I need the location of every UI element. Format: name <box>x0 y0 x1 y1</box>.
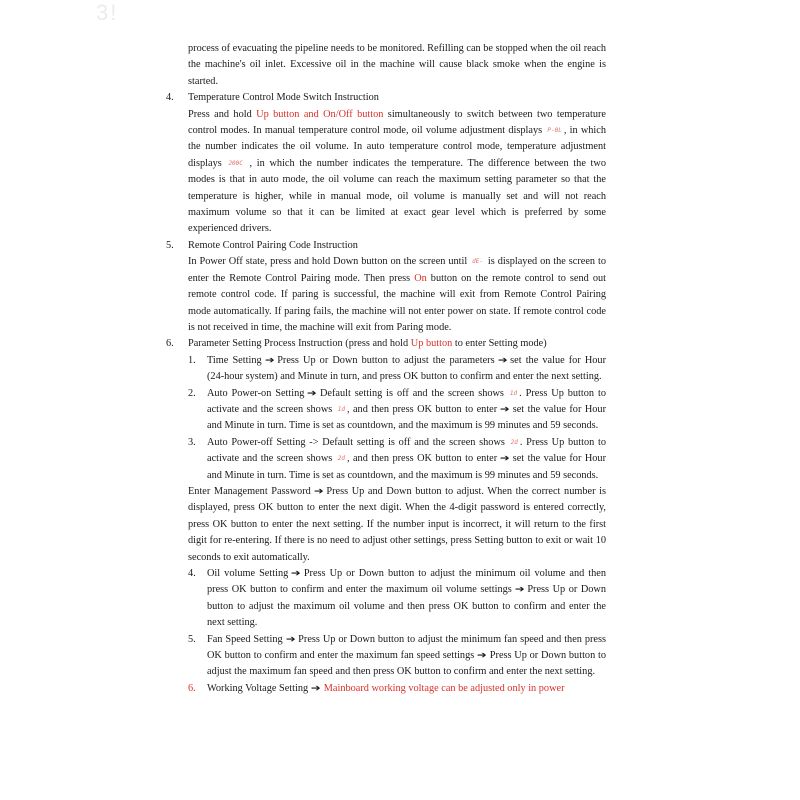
arrow-right-icon: ➔ <box>285 634 296 645</box>
arrow-right-icon: ➔ <box>500 404 510 415</box>
lcd-oil-display-icon: P-0L <box>547 127 562 135</box>
section-title: Temperature Control Mode Switch Instruction <box>188 92 379 104</box>
lcd-display-icon: 1d <box>337 405 345 413</box>
section-number: 6. <box>166 338 174 350</box>
lcd-display-icon: 1d <box>509 389 518 397</box>
section-number: 5. <box>166 239 174 251</box>
arrow-right-icon: ➔ <box>514 585 525 596</box>
highlight-text: Up button <box>410 338 453 350</box>
arrow-right-icon: ➔ <box>307 388 318 399</box>
section-body: Press and hold Up button and On/Off button simultaneously to switch between two temperature control modes. In manual temperature control mode, oil volume adjustment displays P-0L , in which the number indicates the oil volume. In auto temperature control mode, temperature adjustment displays 200C , in which the number indicates the temperature. The difference between the two modes is that in auto mode, the oil volume can reach the maximum setting parameter so that the temperature is higher, while in manual mode, oil volume is manually set and will not reach maximum volume so that it can be limited at exact gear level which is preferred by some experienced drivers. <box>188 108 607 235</box>
lcd-temp-display-icon: 200C <box>228 159 243 167</box>
arrow-right-icon: ➔ <box>313 486 324 497</box>
sub-item-fan-speed: 5. Fan Speed Setting ➔ Press Up or Down button to adjust the minimum fan speed and then press OK button to confirm and enter the maximum fan speed settings ➔ Press Up or Down button to adjust the maximum fan speed and then press OK button to confirm and enter the next setting. <box>188 633 607 678</box>
section-number: 4. <box>166 92 174 104</box>
section-parameter-setting <box>166 336 606 352</box>
arrow-right-icon: ➔ <box>500 454 510 465</box>
sub-item-oil-volume: 4. Oil volume Setting ➔ Press Up or Down button to adjust the minimum oil volume and then press OK button to confirm and enter the maximum oil volume settings ➔ Press Up or Down button to adjust the maximum oil volume and then press OK button to confirm and enter the next setting. <box>188 568 607 629</box>
management-password-paragraph: Enter Management Password ➔ Press Up and Down button to adjust. When the correct number is displayed, press OK button to enter the next digit. When the 4-digit password is entered correctly, press OK button to enter the next setting. If the number input is incorrect, it will return to the first digit for re-entering. If there is no need to adjust other settings, press Setting button to exit or wait 10 seconds to exit automatically. <box>188 485 607 563</box>
sub-item-working-voltage: 6. Working Voltage Setting ➔ Mainboard working voltage can be adjusted only in power <box>166 681 606 697</box>
arrow-right-icon: ➔ <box>291 569 301 579</box>
sub-item-auto-power-off: 3. Auto Power-off Setting -> Default setting is off and the screen shows 2d . Press Up button to activate and the screen shows 2d , and then press OK button to enter ➔ set the value for Hour and Minute in turn. Time is set as countdown, and the maximum is 99 minutes and 59 seconds. <box>188 436 606 481</box>
arrow-right-icon: ➔ <box>477 651 487 662</box>
intro-paragraph: process of evacuating the pipeline needs to be monitored. Refilling can be stopped when the oil reach the machine's oil inlet. Excessive oil in the machine will cause black smoke when the engine is started. <box>188 43 606 87</box>
lcd-display-icon: 2d <box>510 438 518 446</box>
arrow-right-icon: ➔ <box>264 355 275 366</box>
arrow-right-icon: ➔ <box>497 355 508 366</box>
highlight-text: On <box>414 272 427 284</box>
arrow-right-icon: ➔ <box>311 683 321 694</box>
lcd-display-icon: 2d <box>337 455 345 463</box>
manual-content <box>166 41 606 697</box>
lcd-pairing-display-icon: dE- <box>472 258 484 266</box>
section-temperature-control <box>166 90 606 238</box>
section-body: In Power Off state, press and hold Down button on the screen until dE- is displayed on the screen to enter the Remote Control Pairing mode. Then press On button on the remote control to send out remote control code. If paring is successful, the machine will exit from Remote Control Pairing mode automatically. If paring fails, the machine will not enter power on state. If remote control code is not received in time, the machine will exit from Paring mode. <box>188 256 606 333</box>
sub-item-auto-power-on: 2. Auto Power-on Setting ➔ Default setting is off and the screen shows 1d . Press Up button to activate and the screen shows 1d , and then press OK button to enter ➔ set the value for Hour and Minute in turn. Time is set as countdown, and the maximum is 99 minutes and 59 seconds. <box>188 387 607 432</box>
highlight-text: Mainboard working voltage can be adjusted only in power <box>323 682 565 694</box>
section-title: Parameter Setting Process Instruction (press and hold Up button to enter Setting mode) <box>188 338 547 350</box>
highlight-text: Up button and On/Off button <box>256 108 384 120</box>
sub-item-time-setting: 1. Time Setting ➔ Press Up or Down button to adjust the parameters ➔ set the value for Hour (24-hour system) and Minute in turn, and press OK button to confirm and enter the next setting. <box>188 354 607 383</box>
section-remote-pairing <box>166 238 606 336</box>
watermark: 3! <box>96 0 119 25</box>
section-title: Remote Control Pairing Code Instruction <box>188 239 358 251</box>
